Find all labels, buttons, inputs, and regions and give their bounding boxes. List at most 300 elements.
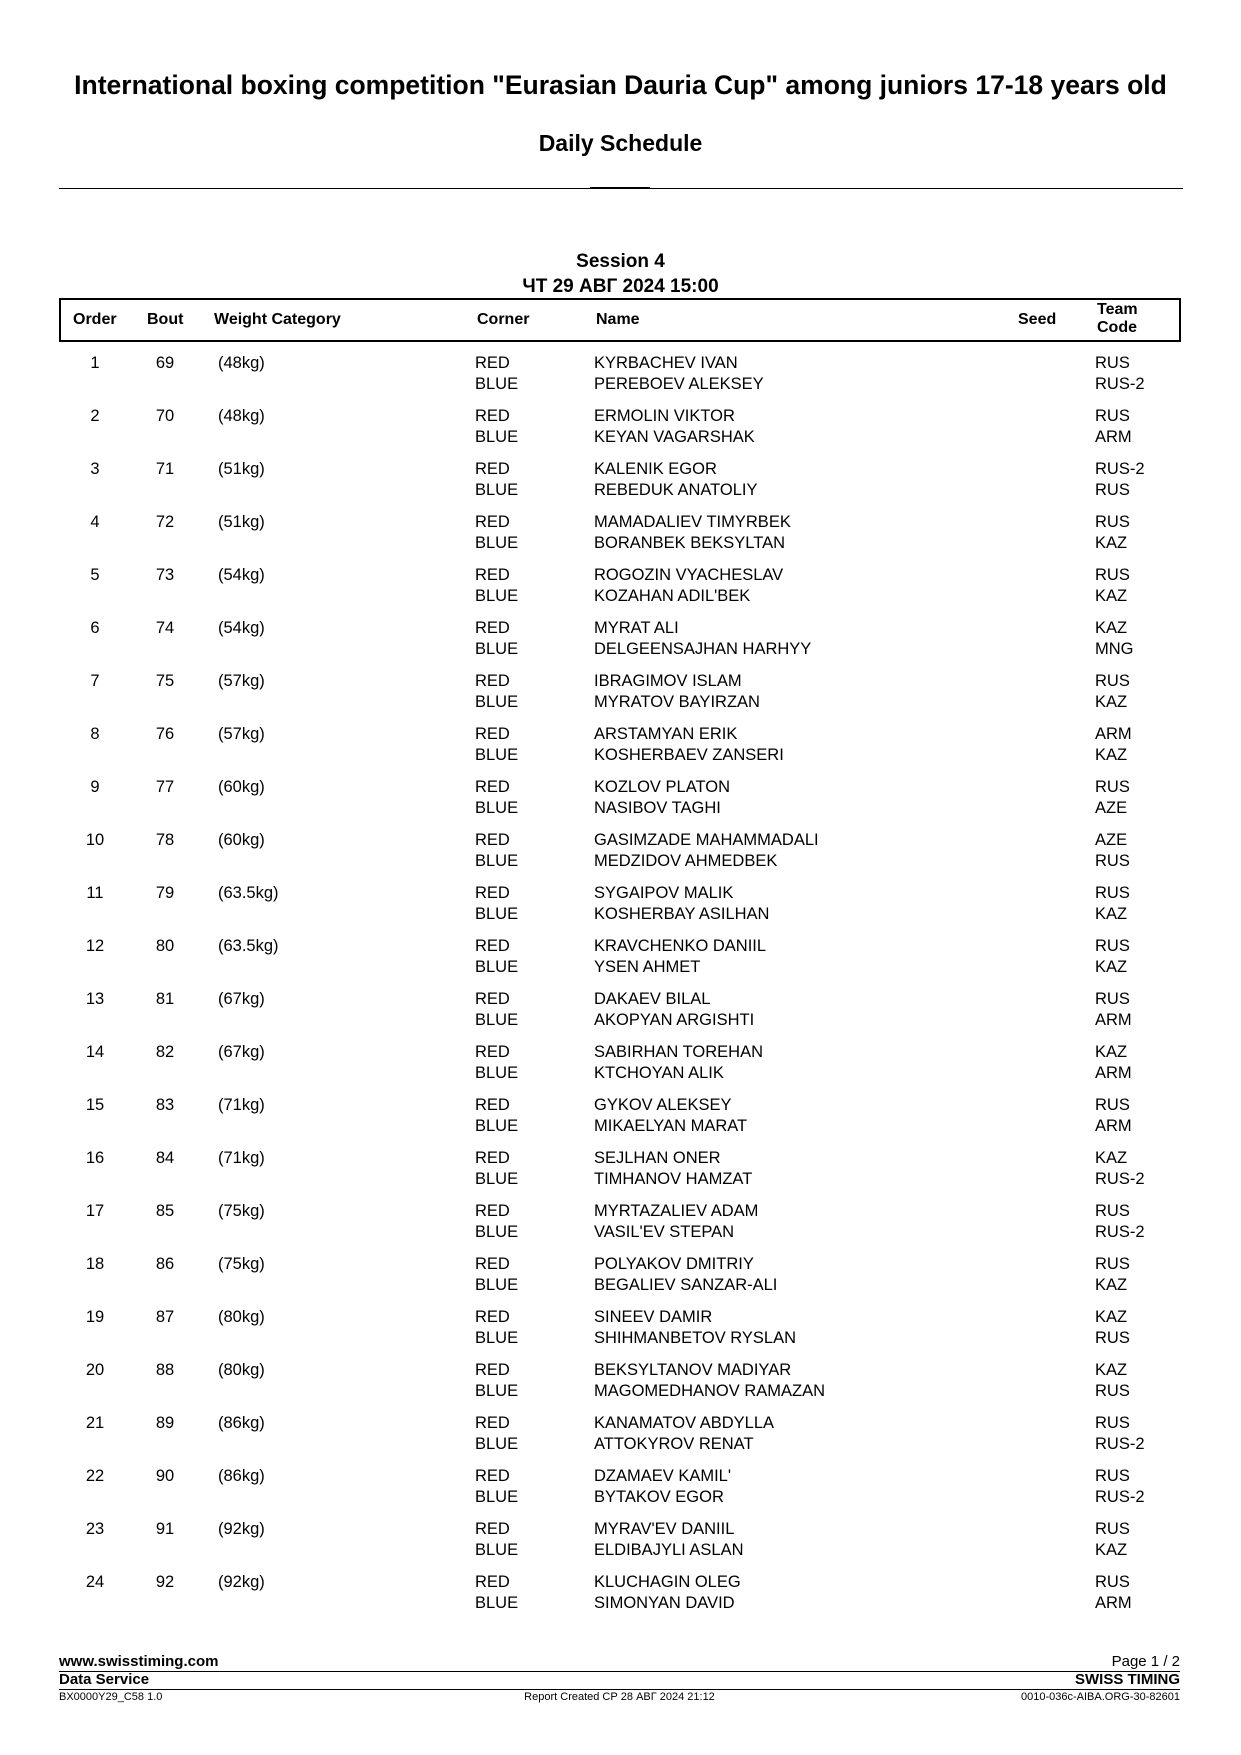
bout-weight-category — [218, 724, 265, 745]
bout-weight-category — [218, 989, 265, 1010]
bout-number — [140, 1413, 190, 1434]
bout-corners-red: RED — [475, 513, 510, 531]
bout-corners — [475, 989, 518, 1030]
header-team-code — [1097, 301, 1138, 337]
table-row — [0, 724, 1241, 777]
bout-team-codes-blue: KAZ — [1095, 692, 1128, 711]
bout-corners-blue: BLUE — [475, 1169, 519, 1188]
bout-corners-red: RED — [475, 1096, 510, 1114]
bout-corners — [475, 936, 518, 977]
bout-team-codes — [1095, 830, 1130, 871]
bout-order — [70, 671, 120, 692]
bout-team-codes-blue: RUS-2 — [1095, 1434, 1145, 1453]
bout-boxer-names-blue: AKOPYAN ARGISHTI — [594, 1010, 755, 1029]
bout-number — [140, 1042, 190, 1063]
bout-order-value: 19 — [85, 1308, 105, 1326]
bout-boxer-names — [594, 989, 754, 1030]
bout-order-value: 11 — [86, 884, 104, 902]
bout-order — [70, 1519, 120, 1540]
footer-website[interactable]: www.swisstiming.com — [59, 1653, 219, 1670]
bout-corners — [475, 1254, 518, 1295]
table-row — [0, 777, 1241, 830]
header-order: Order — [73, 311, 117, 328]
bout-corners-red: RED — [475, 672, 510, 690]
bout-corners-red: RED — [475, 1467, 510, 1485]
table-row — [0, 1201, 1241, 1254]
bout-number-value: 74 — [155, 619, 175, 637]
bout-weight-category-value: (57kg) — [218, 672, 265, 690]
session-heading — [0, 249, 1241, 299]
bout-corners-blue: BLUE — [475, 427, 519, 446]
bout-boxer-names-blue: ELDIBAJYLI ASLAN — [594, 1540, 744, 1559]
bout-weight-category — [218, 1466, 265, 1487]
bout-order-value: 15 — [85, 1096, 105, 1114]
bout-team-codes-red: RUS-2 — [1095, 460, 1145, 478]
bout-boxer-names-red: IBRAGIMOV ISLAM — [594, 672, 742, 690]
bout-team-codes-blue: RUS — [1095, 1328, 1130, 1347]
bout-number-value: 69 — [155, 354, 175, 372]
bout-boxer-names-blue: YSEN AHMET — [594, 957, 701, 976]
bout-number-value: 81 — [155, 990, 175, 1008]
bout-boxer-names-red: SINEEV DAMIR — [594, 1308, 713, 1326]
bout-boxer-names — [594, 1360, 825, 1401]
bout-order — [70, 936, 120, 957]
bout-corners-blue: BLUE — [475, 904, 519, 923]
bout-number — [140, 1201, 190, 1222]
bout-number — [140, 1360, 190, 1381]
bout-weight-category — [218, 512, 265, 533]
bout-team-codes-blue: RUS-2 — [1095, 374, 1145, 393]
bout-order-value: 4 — [90, 513, 100, 531]
bout-team-codes-red: RUS — [1095, 1414, 1130, 1432]
table-row — [0, 1360, 1241, 1413]
title-divider-accent — [590, 187, 650, 189]
bout-team-codes — [1095, 1201, 1145, 1242]
bout-corners — [475, 1201, 518, 1242]
bout-weight-category — [218, 883, 279, 904]
table-row — [0, 1572, 1241, 1625]
bout-weight-category — [218, 1307, 265, 1328]
footer-bottom — [59, 1691, 1180, 1705]
bout-order — [70, 1466, 120, 1487]
bout-boxer-names-red: POLYAKOV DMITRIY — [594, 1255, 754, 1273]
bout-weight-category-value: (92kg) — [218, 1573, 265, 1591]
bout-number-value: 80 — [155, 937, 175, 955]
bout-corners — [475, 1413, 518, 1454]
bout-number-value: 88 — [155, 1361, 175, 1379]
bout-team-codes-blue: RUS-2 — [1095, 1222, 1145, 1241]
bout-number — [140, 830, 190, 851]
bout-weight-category — [218, 830, 265, 851]
bout-corners — [475, 1095, 518, 1136]
bout-team-codes — [1095, 1095, 1132, 1136]
bout-corners-red: RED — [475, 831, 510, 849]
footer-doc-code: BX0000Y29_C58 1.0 — [59, 1691, 163, 1703]
bout-team-codes-blue: ARM — [1095, 1063, 1132, 1082]
bout-number — [140, 1148, 190, 1169]
bout-boxer-names — [594, 1572, 741, 1613]
bout-corners — [475, 1519, 518, 1560]
bout-team-codes-red: RUS — [1095, 407, 1130, 425]
bout-boxer-names-blue: KEYAN VAGARSHAK — [594, 427, 755, 446]
bout-boxer-names — [594, 1413, 774, 1454]
bout-team-codes — [1095, 1148, 1145, 1189]
session-name: Session 4 — [576, 251, 665, 272]
footer-top — [59, 1653, 1180, 1671]
bout-corners-blue: BLUE — [475, 1381, 519, 1400]
bout-number-value: 90 — [155, 1467, 175, 1485]
bout-team-codes-red: RUS — [1095, 1202, 1130, 1220]
bout-corners — [475, 406, 518, 447]
bout-number — [140, 1466, 190, 1487]
bout-number — [140, 353, 190, 374]
table-header — [59, 298, 1181, 342]
document-subtitle: Daily Schedule — [538, 130, 703, 156]
bout-team-codes — [1095, 1519, 1130, 1560]
bout-boxer-names — [594, 724, 784, 765]
bout-boxer-names-red: ROGOZIN VYACHESLAV — [594, 566, 784, 584]
bout-corners — [475, 830, 518, 871]
bout-team-codes-red: KAZ — [1095, 1043, 1128, 1061]
bout-corners-red: RED — [475, 1043, 510, 1061]
bout-corners — [475, 1466, 518, 1507]
bout-weight-category — [218, 1095, 265, 1116]
bout-corners-red: RED — [475, 1361, 510, 1379]
bout-number-value: 87 — [155, 1308, 175, 1326]
bout-corners-blue: BLUE — [475, 639, 519, 658]
bout-boxer-names-blue: SIMONYAN DAVID — [594, 1593, 735, 1612]
bout-number — [140, 671, 190, 692]
bout-boxer-names-blue: KTCHOYAN ALIK — [594, 1063, 724, 1082]
bout-number-value: 77 — [155, 778, 175, 796]
bout-team-codes-blue: MNG — [1095, 639, 1134, 658]
bout-corners-blue: BLUE — [475, 480, 519, 499]
bout-team-codes-red: RUS — [1095, 884, 1130, 902]
bout-order — [70, 459, 120, 480]
bout-team-codes-blue: RUS — [1095, 1381, 1130, 1400]
bout-order — [70, 1360, 120, 1381]
bout-boxer-names — [594, 459, 758, 500]
bout-number-value: 73 — [155, 566, 175, 584]
bout-corners — [475, 512, 518, 553]
bout-order — [70, 1254, 120, 1275]
table-row — [0, 671, 1241, 724]
bout-boxer-names-red: MYRAV'EV DANIIL — [594, 1520, 735, 1538]
bout-weight-category — [218, 618, 265, 639]
bout-corners-blue: BLUE — [475, 1063, 519, 1082]
bout-corners-blue: BLUE — [475, 692, 519, 711]
table-row — [0, 353, 1241, 406]
bout-team-codes-red: KAZ — [1095, 1308, 1128, 1326]
bout-team-codes-blue: KAZ — [1095, 904, 1128, 923]
header-weight-category: Weight Category — [214, 311, 341, 328]
bout-number — [140, 883, 190, 904]
bout-number-value: 92 — [155, 1573, 175, 1591]
header-team-line2: Code — [1097, 319, 1137, 336]
bout-number — [140, 989, 190, 1010]
bout-order — [70, 406, 120, 427]
bout-boxer-names — [594, 1519, 744, 1560]
schedule-rows — [0, 353, 1241, 1625]
bout-boxer-names — [594, 1466, 731, 1507]
bout-team-codes — [1095, 883, 1130, 924]
bout-number — [140, 1095, 190, 1116]
bout-number — [140, 724, 190, 745]
table-row — [0, 406, 1241, 459]
header-team-line1: Team — [1097, 301, 1138, 318]
bout-order-value: 20 — [85, 1361, 105, 1379]
bout-corners — [475, 883, 518, 924]
bout-team-codes-red: RUS — [1095, 513, 1130, 531]
bout-order — [70, 353, 120, 374]
bout-boxer-names — [594, 777, 730, 818]
table-row — [0, 565, 1241, 618]
bout-team-codes-blue: KAZ — [1095, 533, 1128, 552]
bout-boxer-names-blue: MYRATOV BAYIRZAN — [594, 692, 760, 711]
bout-team-codes-red: RUS — [1095, 990, 1130, 1008]
bout-corners-blue: BLUE — [475, 533, 519, 552]
bout-order-value: 2 — [90, 407, 100, 425]
bout-boxer-names-blue: DELGEENSAJHAN HARHYY — [594, 639, 812, 658]
bout-order — [70, 1307, 120, 1328]
bout-weight-category-value: (60kg) — [218, 831, 265, 849]
bout-number-value: 78 — [155, 831, 175, 849]
bout-number — [140, 1254, 190, 1275]
bout-number — [140, 1307, 190, 1328]
bout-team-codes-red: RUS — [1095, 778, 1130, 796]
bout-team-codes — [1095, 1042, 1132, 1083]
table-row — [0, 1307, 1241, 1360]
header-seed: Seed — [1018, 311, 1057, 328]
bout-weight-category-value: (57kg) — [218, 725, 265, 743]
table-row — [0, 1254, 1241, 1307]
bout-number-value: 75 — [155, 672, 175, 690]
bout-weight-category-value: (51kg) — [218, 513, 265, 531]
bout-corners — [475, 1572, 518, 1613]
footer-middle — [59, 1671, 1180, 1689]
bout-corners-red: RED — [475, 1573, 510, 1591]
bout-boxer-names — [594, 1042, 763, 1083]
bout-number — [140, 777, 190, 798]
bout-number-value: 83 — [155, 1096, 175, 1114]
bout-weight-category-value: (48kg) — [218, 407, 265, 425]
bout-team-codes-red: RUS — [1095, 1520, 1130, 1538]
bout-order — [70, 618, 120, 639]
bout-boxer-names-red: SABIRHAN TOREHAN — [594, 1043, 764, 1061]
bout-order-value: 8 — [90, 725, 100, 743]
bout-order-value: 23 — [85, 1520, 105, 1538]
bout-boxer-names — [594, 936, 766, 977]
bout-order — [70, 724, 120, 745]
bout-corners-red: RED — [475, 937, 510, 955]
bout-boxer-names-red: DZAMAEV KAMIL' — [594, 1467, 732, 1485]
bout-order-value: 14 — [85, 1043, 105, 1061]
bout-number — [140, 936, 190, 957]
bout-boxer-names-red: DAKAEV BILAL — [594, 990, 711, 1008]
bout-boxer-names — [594, 671, 760, 712]
bout-order-value: 1 — [90, 354, 100, 372]
bout-team-codes — [1095, 618, 1134, 659]
bout-boxer-names-blue: SHIHMANBETOV RYSLAN — [594, 1328, 797, 1347]
bout-boxer-names-red: KYRBACHEV IVAN — [594, 354, 738, 372]
bout-boxer-names-blue: BYTAKOV EGOR — [594, 1487, 724, 1506]
bout-boxer-names — [594, 883, 769, 924]
bout-boxer-names-red: ARSTAMYAN ERIK — [594, 725, 738, 743]
footer-divider-2 — [59, 1689, 1180, 1690]
bout-order-value: 10 — [85, 831, 105, 849]
bout-corners-red: RED — [475, 990, 510, 1008]
bout-corners-red: RED — [475, 725, 510, 743]
bout-team-codes-blue: RUS — [1095, 480, 1130, 499]
bout-corners-blue: BLUE — [475, 1275, 519, 1294]
footer-page-number: Page 1 / 2 — [1111, 1653, 1180, 1670]
bout-team-codes-red: RUS — [1095, 1573, 1130, 1591]
bout-team-codes — [1095, 1360, 1130, 1401]
bout-weight-category-value: (51kg) — [218, 460, 265, 478]
table-row — [0, 1519, 1241, 1572]
bout-team-codes-blue: RUS-2 — [1095, 1169, 1145, 1188]
bout-weight-category-value: (80kg) — [218, 1308, 265, 1326]
bout-weight-category — [218, 1572, 265, 1593]
table-row — [0, 1095, 1241, 1148]
bout-boxer-names — [594, 1254, 777, 1295]
bout-boxer-names-red: ERMOLIN VIKTOR — [594, 407, 735, 425]
bout-weight-category — [218, 1413, 265, 1434]
table-row — [0, 936, 1241, 989]
bout-boxer-names — [594, 1307, 796, 1348]
bout-boxer-names-blue: VASIL'EV STEPAN — [594, 1222, 735, 1241]
bout-corners-blue: BLUE — [475, 851, 519, 870]
bout-corners-red: RED — [475, 1520, 510, 1538]
bout-number — [140, 1572, 190, 1593]
bout-corners-red: RED — [475, 566, 510, 584]
bout-weight-category-value: (86kg) — [218, 1414, 265, 1432]
bout-team-codes-blue: ARM — [1095, 1593, 1132, 1612]
bout-team-codes-red: KAZ — [1095, 619, 1128, 637]
bout-number-value: 84 — [155, 1149, 175, 1167]
bout-number — [140, 459, 190, 480]
bout-order-value: 9 — [90, 778, 100, 796]
bout-order-value: 16 — [85, 1149, 105, 1167]
bout-corners-blue: BLUE — [475, 798, 519, 817]
bout-boxer-names — [594, 565, 783, 606]
bout-boxer-names — [594, 353, 764, 394]
table-row — [0, 1042, 1241, 1095]
bout-boxer-names-blue: REBEDUK ANATOLIY — [594, 480, 758, 499]
bout-corners — [475, 1360, 518, 1401]
bout-weight-category — [218, 565, 265, 586]
bout-weight-category — [218, 777, 265, 798]
bout-boxer-names-red: MYRAT ALI — [594, 619, 679, 637]
bout-team-codes-red: RUS — [1095, 354, 1130, 372]
bout-order — [70, 1148, 120, 1169]
bout-number-value: 79 — [155, 884, 175, 902]
bout-boxer-names — [594, 1095, 747, 1136]
bout-order — [70, 1413, 120, 1434]
bout-team-codes-red: RUS — [1095, 1255, 1130, 1273]
bout-corners-red: RED — [475, 1308, 510, 1326]
bout-number — [140, 406, 190, 427]
bout-order — [70, 565, 120, 586]
bout-team-codes — [1095, 1307, 1130, 1348]
bout-boxer-names-red: MAMADALIEV TIMYRBEK — [594, 513, 791, 531]
bout-boxer-names-red: SYGAIPOV MALIK — [594, 884, 734, 902]
bout-number — [140, 1519, 190, 1540]
bout-order — [70, 512, 120, 533]
table-row — [0, 1413, 1241, 1466]
bout-order — [70, 883, 120, 904]
bout-team-codes — [1095, 724, 1132, 765]
bout-team-codes-blue: ARM — [1095, 427, 1132, 446]
bout-order — [70, 1201, 120, 1222]
bout-weight-category — [218, 1254, 265, 1275]
bout-team-codes — [1095, 1254, 1130, 1295]
bout-corners-blue: BLUE — [475, 1010, 519, 1029]
bout-team-codes — [1095, 936, 1130, 977]
bout-team-codes — [1095, 671, 1130, 712]
bout-corners — [475, 1307, 518, 1348]
bout-boxer-names-blue: KOZAHAN ADIL'BEK — [594, 586, 751, 605]
bout-team-codes-red: KAZ — [1095, 1149, 1128, 1167]
bout-weight-category — [218, 1148, 265, 1169]
bout-order — [70, 777, 120, 798]
footer-data-service: Data Service — [59, 1671, 150, 1688]
bout-team-codes-blue: RUS — [1095, 851, 1130, 870]
bout-corners-red: RED — [475, 778, 510, 796]
bout-team-codes-blue: ARM — [1095, 1010, 1132, 1029]
bout-order — [70, 830, 120, 851]
bout-corners — [475, 565, 518, 606]
bout-order-value: 5 — [90, 566, 100, 584]
header-name: Name — [596, 311, 640, 328]
bout-boxer-names-blue: NASIBOV TAGHI — [594, 798, 721, 817]
bout-boxer-names-blue: MEDZIDOV AHMEDBEK — [594, 851, 778, 870]
bout-corners-blue: BLUE — [475, 1222, 519, 1241]
bout-team-codes — [1095, 1572, 1132, 1613]
footer-brand: SWISS TIMING — [1075, 1671, 1180, 1688]
table-row — [0, 512, 1241, 565]
bout-team-codes — [1095, 459, 1145, 500]
bout-weight-category — [218, 1201, 265, 1222]
bout-boxer-names-red: GYKOV ALEKSEY — [594, 1096, 732, 1114]
bout-boxer-names-red: KANAMATOV ABDYLLA — [594, 1414, 775, 1432]
bout-team-codes-red: AZE — [1095, 831, 1128, 849]
bout-corners — [475, 1042, 518, 1083]
bout-team-codes-red: KAZ — [1095, 1361, 1128, 1379]
bout-team-codes-blue: KAZ — [1095, 586, 1128, 605]
bout-number-value: 86 — [155, 1255, 175, 1273]
bout-team-codes — [1095, 353, 1145, 394]
bout-boxer-names-red: MYRTAZALIEV ADAM — [594, 1202, 759, 1220]
bout-team-codes-red: RUS — [1095, 937, 1130, 955]
bout-boxer-names — [594, 512, 791, 553]
bout-team-codes-blue: KAZ — [1095, 745, 1128, 764]
bout-corners-blue: BLUE — [475, 374, 519, 393]
bout-order — [70, 989, 120, 1010]
bout-weight-category-value: (63.5kg) — [218, 884, 279, 902]
bout-corners-red: RED — [475, 1255, 510, 1273]
bout-number-value: 71 — [155, 460, 175, 478]
bout-number-value: 82 — [155, 1043, 175, 1061]
bout-weight-category-value: (54kg) — [218, 566, 265, 584]
bout-team-codes-blue: KAZ — [1095, 1540, 1128, 1559]
bout-boxer-names-red: BEKSYLTANOV MADIYAR — [594, 1361, 792, 1379]
bout-number-value: 89 — [155, 1414, 175, 1432]
bout-weight-category — [218, 1360, 265, 1381]
table-row — [0, 459, 1241, 512]
bout-team-codes-red: RUS — [1095, 672, 1130, 690]
table-row — [0, 1148, 1241, 1201]
